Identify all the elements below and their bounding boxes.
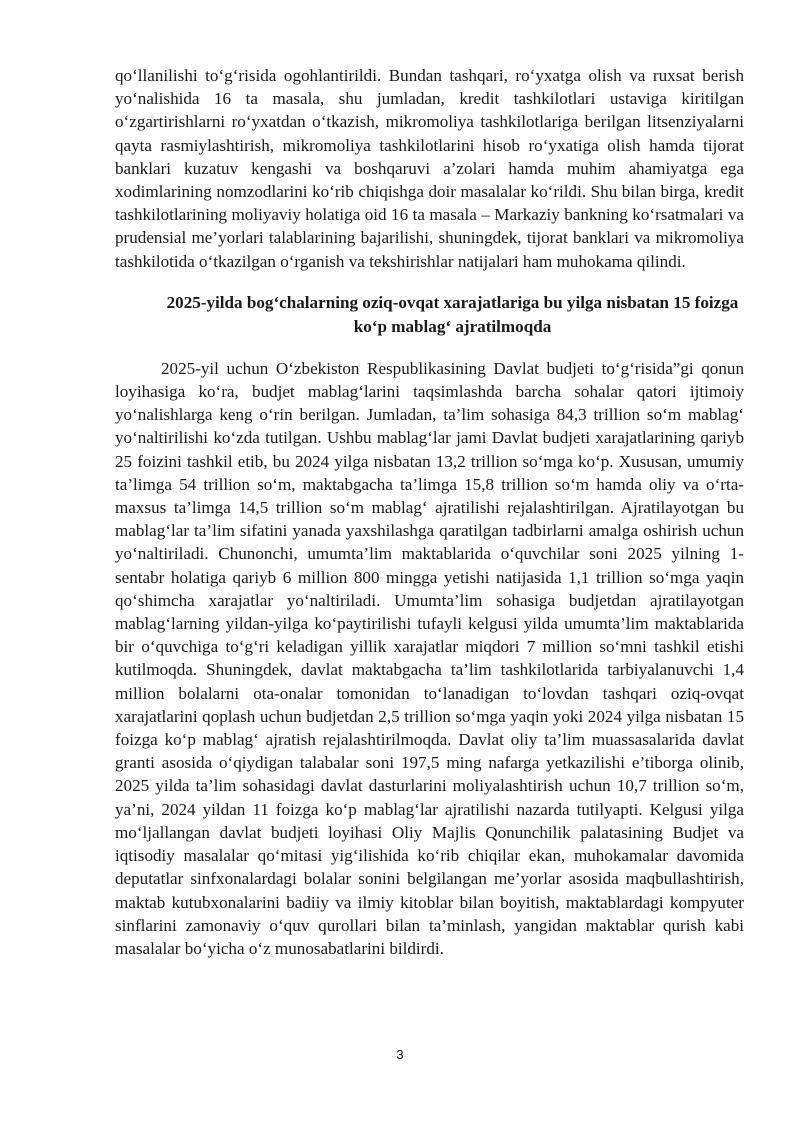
document-page [115,64,744,960]
continued-paragraph: qo‘llanilishi to‘g‘risida ogohlantirildi. Bundan tashqari, ro‘yxatga olish va ruxsat berish yo‘nalishida 16 ta masala, shu jumladan, kredit tashkilotlari ustaviga kiritilgan o‘zgartirishlarni ro‘yxatdan o‘tkazish, mikromoliya tashkilotlariga berilgan litsenziyalarni qayta rasmiylashtirish, mikromoliya tashkilotlarini hisob ro‘yxatiga olish hamda tijorat banklari kuzatuv kengashi va boshqaruvi a’zolari hamda muhim ahamiyatga ega xodimlarining nomzodlarini ko‘rib chiqishga doir masalalar ko‘rildi. Shu bilan birga, kredit tashkilotlarining moliyaviy holatiga oid 16 ta masala – Markaziy bankning ko‘rsatmalari va prudensial me’yorlari talablarining bajarilishi, shuningdek, tijorat banklari va mikromoliya tashkilotida o‘tkazilgan o‘rganish va tekshirishlar natijalari ham muhokama qilindi. [115,66,744,271]
page-number: 3 [396,1047,404,1062]
section-heading: 2025-yilda bog‘chalarning oziq-ovqat xarajatlariga bu yilga nisbatan 15 foizga ko‘p mablag‘ ajratilmoqda [166,292,739,336]
body-paragraph: 2025-yil uchun O‘zbekiston Respublikasining Davlat budjeti to‘g‘risida”gi qonun loyihasiga ko‘ra, budjet mablag‘larini taqsimlashda barcha sohalar qatori ijtimoiy yo‘nalishlarga keng o‘rin berilgan. Jumladan, ta’lim sohasiga 84,3 trillion so‘m mablag‘ yo‘naltirilishi ko‘zda tutilgan. Ushbu mablag‘lar jami Davlat budjeti xarajatlarining qariyb 25 foizini tashkil etib, bu 2024 yilga nisbatan 13,2 trillion so‘mga ko‘p. Xususan, umumiy ta’limga 54 trillion so‘m, maktabgacha ta’limga 15,8 trillion so‘m hamda oliy va o‘rta-maxsus ta’limga 14,5 trillion so‘m mablag‘ ajratilishi rejalashtirilgan. Ajratilayotgan bu mablag‘lar ta’lim sifatini yanada yaxshilashga qaratilgan tadbirlarni amalga oshirish uchun yo‘naltiriladi. Chunonchi, umumta’lim maktablarida o‘quvchilar soni 2025 yilning 1-sentabr holatiga qariyb 6 million 800 mingga yetishi natijasida 1,1 trillion so‘mga yaqin qo‘shimcha xarajatlar yo‘naltiriladi. Umumta’lim sohasiga budjetdan ajratilayotgan mablag‘larning yildan-yilga ko‘paytirilishi tufayli kelgusi yilda umumta’lim maktablarida bir o‘quvchiga to‘g‘ri keladigan yillik xarajatlar miqdori 7 million so‘mni tashkil etishi kutilmoqda. Shuningdek, davlat maktabgacha ta’lim tashkilotlarida tarbiyalanuvchi 1,4 million bolalarni ota-onalar tomonidan to‘lanadigan to‘lovdan tashqari oziq-ovqat xarajatlarini qoplash uchun budjetdan 2,5 trillion so‘mga yaqin yoki 2024 yilga nisbatan 15 foizga ko‘p mablag‘ ajratish rejalashtirilmoqda. Davlat oliy ta’lim muassasalarida davlat granti asosida o‘qiydigan talabalar soni 197,5 ming nafarga yetkazilishi e’tiborga olinib, 2025 yilda ta’lim sohasidagi davlat dasturlarini moliyalashtirish uchun 10,7 trillion so‘m, ya’ni, 2024 yildan 11 foizga ko‘p mablag‘lar ajratilishi nazarda tutilyapti. Kelgusi yilga mo‘ljallangan davlat budjeti loyihasi Oliy Majlis Qonunchilik palatasining Budjet va iqtisodiy masalalar qo‘mitasi yig‘ilishida ko‘rib chiqilar ekan, muhokamalar davomida deputatlar sinfxonalardagi bolalar sonini belgilangan me’yorlar asosida maqbullashtirish, maktab kutubxonalarini badiiy va ilmiy kitoblar bilan boyitish, maktablardagi kompyuter sinflarini zamonaviy o‘quv qurollari bilan ta’minlash, yangidan maktablar qurish kabi masalalar bo‘yicha o‘z munosabatlarini bildirdi. [115,358,744,958]
